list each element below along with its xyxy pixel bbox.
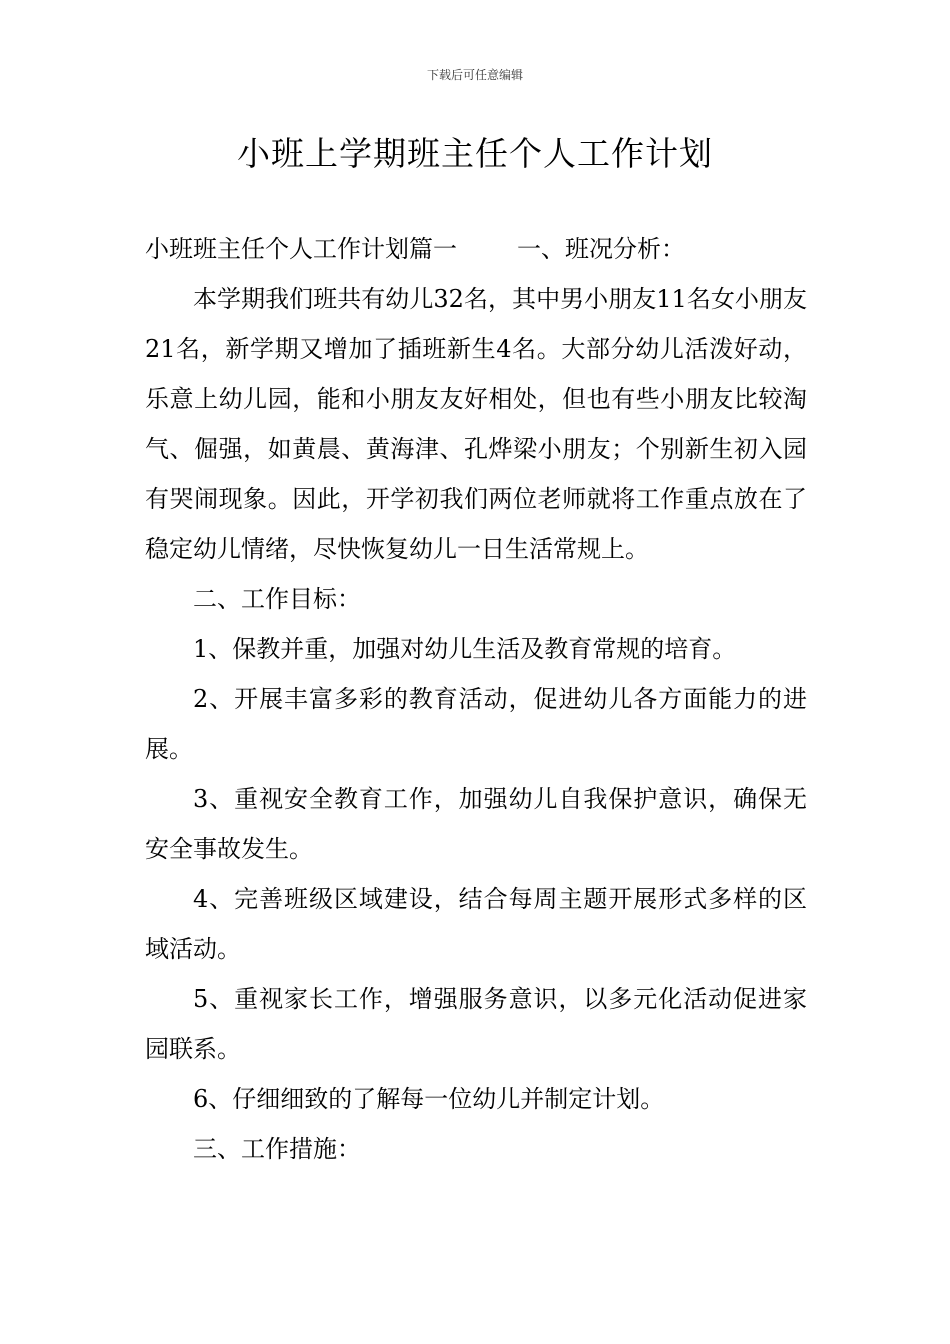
lead-section-title: 小班班主任个人工作计划篇一	[145, 235, 457, 263]
goal-item-6: 6、仔细细致的了解每一位幼儿并制定计划。	[193, 1085, 665, 1113]
document-body	[145, 224, 807, 1174]
heading-work-measures: 三、工作措施：	[193, 1135, 361, 1163]
heading-work-goals: 二、工作目标：	[193, 585, 361, 613]
goal-item-5: 5、重视家长工作，增强服务意识，以多元化活动促进家园联系。	[145, 985, 807, 1063]
goal-item-3: 3、重视安全教育工作，加强幼儿自我保护意识，确保无安全事故发生。	[145, 785, 807, 863]
goal-item-2: 2、开展丰富多彩的教育活动，促进幼儿各方面能力的进展。	[145, 685, 807, 763]
lead-line	[145, 224, 807, 274]
document-title: 小班上学期班主任个人工作计划	[237, 134, 713, 173]
header-note: 下载后可任意编辑	[426, 68, 523, 82]
goal-item-4: 4、完善班级区域建设，结合每周主题开展形式多样的区域活动。	[145, 885, 807, 963]
goal-item-1: 1、保教并重，加强对幼儿生活及教育常规的培育。	[193, 635, 737, 663]
paragraph-class-analysis: 本学期我们班共有幼儿32名，其中男小朋友11名女小朋友21名，新学期又增加了插班新生4名。大部分幼儿活泼好动，乐意上幼儿园，能和小朋友友好相处，但也有些小朋友比较淘气、倔强，如黄晨、黄海津、孔烨梁小朋友；个别新生初入园有哭闹现象。因此，开学初我们两位老师就将工作重点放在了稳定幼儿情绪，尽快恢复幼儿一日生活常规上。	[145, 285, 807, 563]
lead-heading: 一、班况分析：	[517, 235, 685, 263]
